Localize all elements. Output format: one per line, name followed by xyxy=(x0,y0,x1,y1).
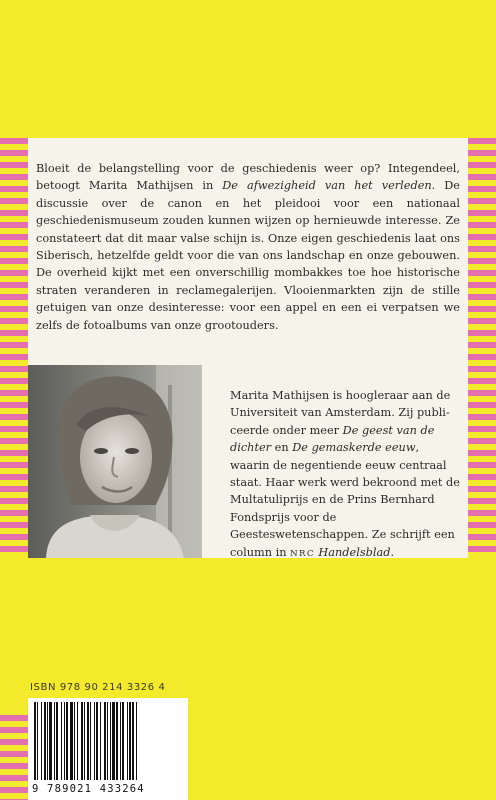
isbn-label: ISBN 978 90 214 3326 4 xyxy=(30,682,166,693)
barcode-bar xyxy=(96,702,98,780)
bio-text: Marita Mathijsen is hoogleraar aan de Universiteit van Amsterdam. Zij publiceerde onder meer xyxy=(230,389,451,437)
blurb-paragraph xyxy=(36,160,460,334)
barcode-bar xyxy=(90,702,91,780)
barcode-bar xyxy=(104,702,106,780)
barcode-bar xyxy=(84,702,85,780)
barcode-bar xyxy=(41,702,42,780)
barcode-bar xyxy=(107,702,108,780)
blurb-text: Bloeit de belangstelling voor de geschiedenis weer op? Integendeel, betoogt Marita Mathijsen in xyxy=(36,162,460,193)
barcode-bar xyxy=(49,702,52,780)
newspaper-name: Handelsblad xyxy=(314,545,391,559)
author-section xyxy=(28,365,468,558)
bio-text-continued: , waarin de negentiende eeuw centraal staat. Haar werk werd bekroond met de Multatuliprijs en de Prins Bernhard Fondsprijs voor de Geesteswetenschappen. Ze schrijft een column in xyxy=(230,441,460,559)
barcode-bar xyxy=(132,702,134,780)
barcode-bar xyxy=(66,702,68,780)
barcode-bar xyxy=(116,702,118,780)
author-portrait-image xyxy=(28,365,202,558)
bio-book-title-2: De gemaskerde eeuw xyxy=(292,441,416,455)
blurb-text-continued: De discussie over de canon en het pleidooi voor een nationaal geschiedenismuseum zouden kunnen wijzen op hernieuwde interesse. Ze constateert dat dit maar valse schijn is. Onze eigen geschiedenis laat ons Siberisch, hetzelfde geldt voor die van ons landschap en onze gebouwen. De overheid kijkt met een onverschillig mombakkes toe hoe historische straten veranderen in reclamegalerijen. Vlooienmarkten zijn de stille getuigen van onze desinteresse: voor een appel en een ei verpatsen we zelfs de fotoalbums van onze grootouders. xyxy=(36,179,460,332)
bio-text-connector: en xyxy=(271,441,293,455)
back-cover-text-panel xyxy=(28,138,468,558)
newspaper-abbreviation: NRC xyxy=(290,548,315,559)
barcode-bar xyxy=(120,702,121,780)
barcode-bar xyxy=(87,702,89,780)
barcode-bar xyxy=(100,702,101,780)
barcode-bar xyxy=(112,702,115,780)
barcode-bar xyxy=(61,702,62,780)
barcode-bar xyxy=(74,702,75,780)
barcode-bar xyxy=(44,702,46,780)
book-title: De afwezigheid van het verleden. xyxy=(222,179,436,193)
bottom-left-stripe-border xyxy=(0,715,28,800)
barcode-bar xyxy=(127,702,128,780)
barcode-bar xyxy=(110,702,111,780)
barcode-bar xyxy=(37,702,38,780)
barcode-bar xyxy=(122,702,124,780)
barcode-bar xyxy=(54,702,55,780)
barcode-bar xyxy=(129,702,131,780)
bio-book-title-1: De geest van de dichter xyxy=(230,423,435,455)
barcode-bar xyxy=(34,702,36,780)
bio-text-end: . xyxy=(390,545,395,559)
barcode-bars xyxy=(28,698,188,782)
barcode-bar xyxy=(64,702,65,780)
author-photo xyxy=(28,365,202,558)
barcode-bar xyxy=(94,702,95,780)
left-stripe-border xyxy=(0,138,28,558)
barcode-bar xyxy=(70,702,73,780)
barcode-bar xyxy=(81,702,83,780)
barcode-bar xyxy=(136,702,137,780)
right-stripe-border xyxy=(468,138,496,558)
barcode-bar xyxy=(77,702,78,780)
author-bio-paragraph xyxy=(230,387,460,563)
barcode-bar xyxy=(56,702,58,780)
barcode-bar xyxy=(47,702,48,780)
barcode-digits: 9 789021 433264 xyxy=(32,783,145,795)
